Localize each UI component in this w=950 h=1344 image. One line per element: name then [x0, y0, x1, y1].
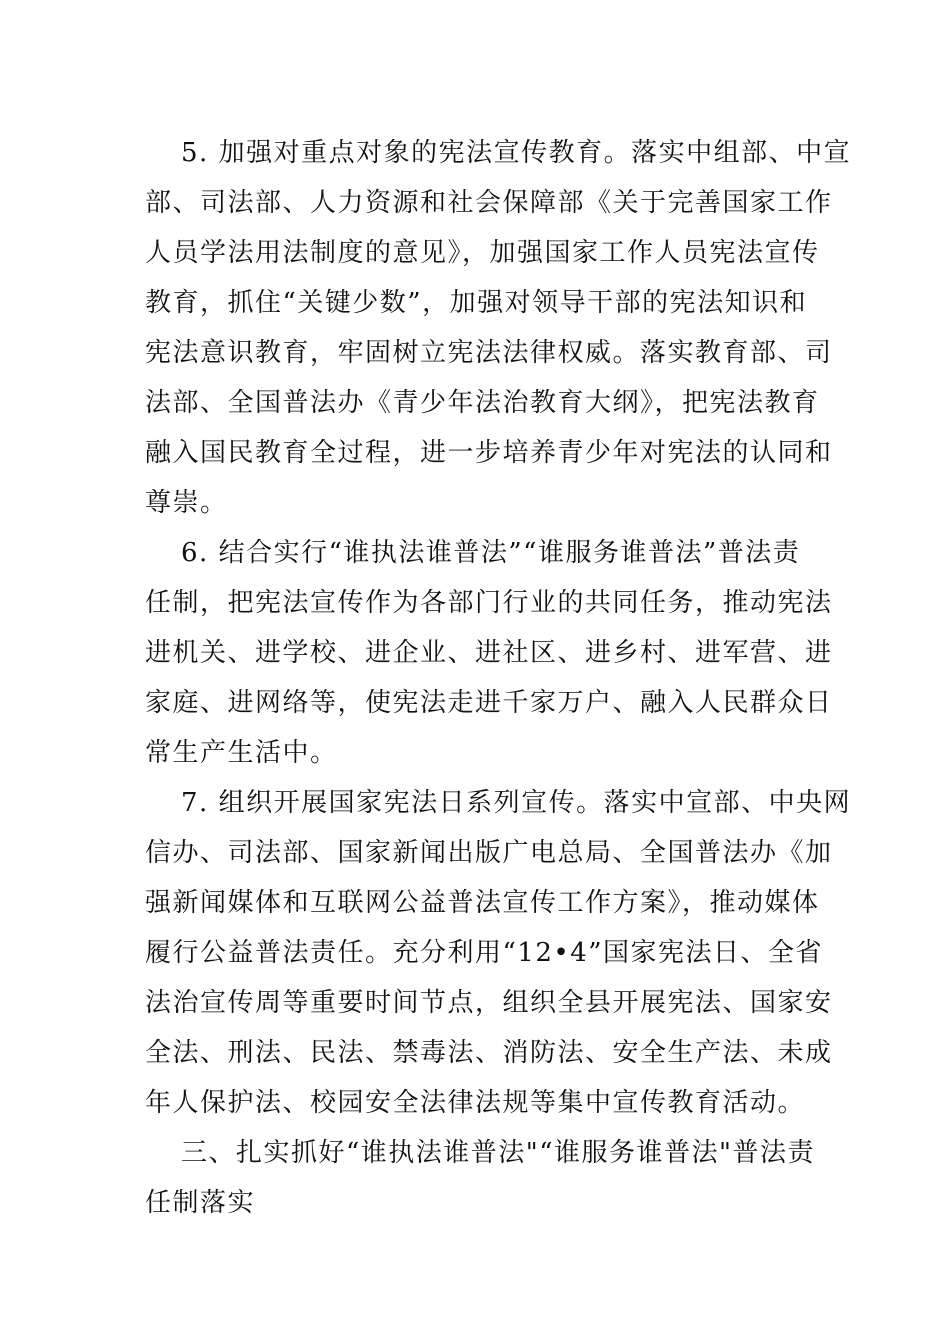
paragraph-line: 教育，抓住“关键少数”，加强对领导干部的宪法知识和: [145, 288, 808, 318]
paragraph-line: 法治宣传周等重要时间节点，组织全县开展宪法、国家安: [145, 988, 833, 1018]
paragraph-5: [145, 128, 852, 528]
paragraph-line: 宪法意识教育，牢固树立宪法法律权威。落实教育部、司: [145, 338, 833, 368]
paragraph-line: 全法、刑法、民法、禁毒法、消防法、安全生产法、未成: [145, 1038, 833, 1068]
paragraph-line: 融入国民教育全过程，进一步培养青少年对宪法的认同和: [145, 438, 833, 468]
paragraph-6: [145, 528, 833, 778]
paragraph-line: 常生产生活中。: [145, 738, 338, 768]
paragraph-line: 法部、全国普法办《青少年法治教育大纲》，把宪法教育: [145, 388, 820, 418]
paragraph-line: 人员学法用法制度的意见》，加强国家工作人员宪法宣传: [145, 238, 820, 268]
paragraph-line: 尊崇。: [145, 488, 228, 518]
section-heading-3: [145, 1128, 816, 1228]
paragraph-line: 6. 结合实行“谁执法谁普法”“谁服务谁普法”普法责: [181, 538, 801, 568]
heading-line: 三、扎实抓好“谁执法谁普法"“谁服务谁普法"普法责: [181, 1138, 816, 1168]
paragraph-line: 进机关、进学校、进企业、进社区、进乡村、进军营、进: [145, 638, 833, 668]
paragraph-line: 年人保护法、校园安全法律法规等集中宣传教育活动。: [145, 1088, 806, 1118]
document-body: [145, 128, 852, 1228]
paragraph-line: 履行公益普法责任。充分利用“12•4”国家宪法日、全省: [145, 938, 824, 968]
paragraph-line: 信办、司法部、国家新闻出版广电总局、全国普法办《加: [145, 838, 833, 868]
heading-line: 任制落实: [145, 1188, 256, 1218]
paragraph-line: 任制，把宪法宣传作为各部门行业的共同任务，推动宪法: [145, 588, 833, 618]
paragraph-line: 强新闻媒体和互联网公益普法宣传工作方案》，推动媒体: [145, 888, 820, 918]
paragraph-line: 家庭、进网络等，使宪法走进千家万户、融入人民群众日: [145, 688, 833, 718]
paragraph-line: 部、司法部、人力资源和社会保障部《关于完善国家工作: [145, 188, 833, 218]
paragraph-line: 5. 加强对重点对象的宪法宣传教育。落实中组部、中宣: [181, 138, 852, 168]
paragraph-line: 7. 组织开展国家宪法日系列宣传。落实中宣部、中央网: [181, 788, 852, 818]
paragraph-7: [145, 778, 852, 1128]
